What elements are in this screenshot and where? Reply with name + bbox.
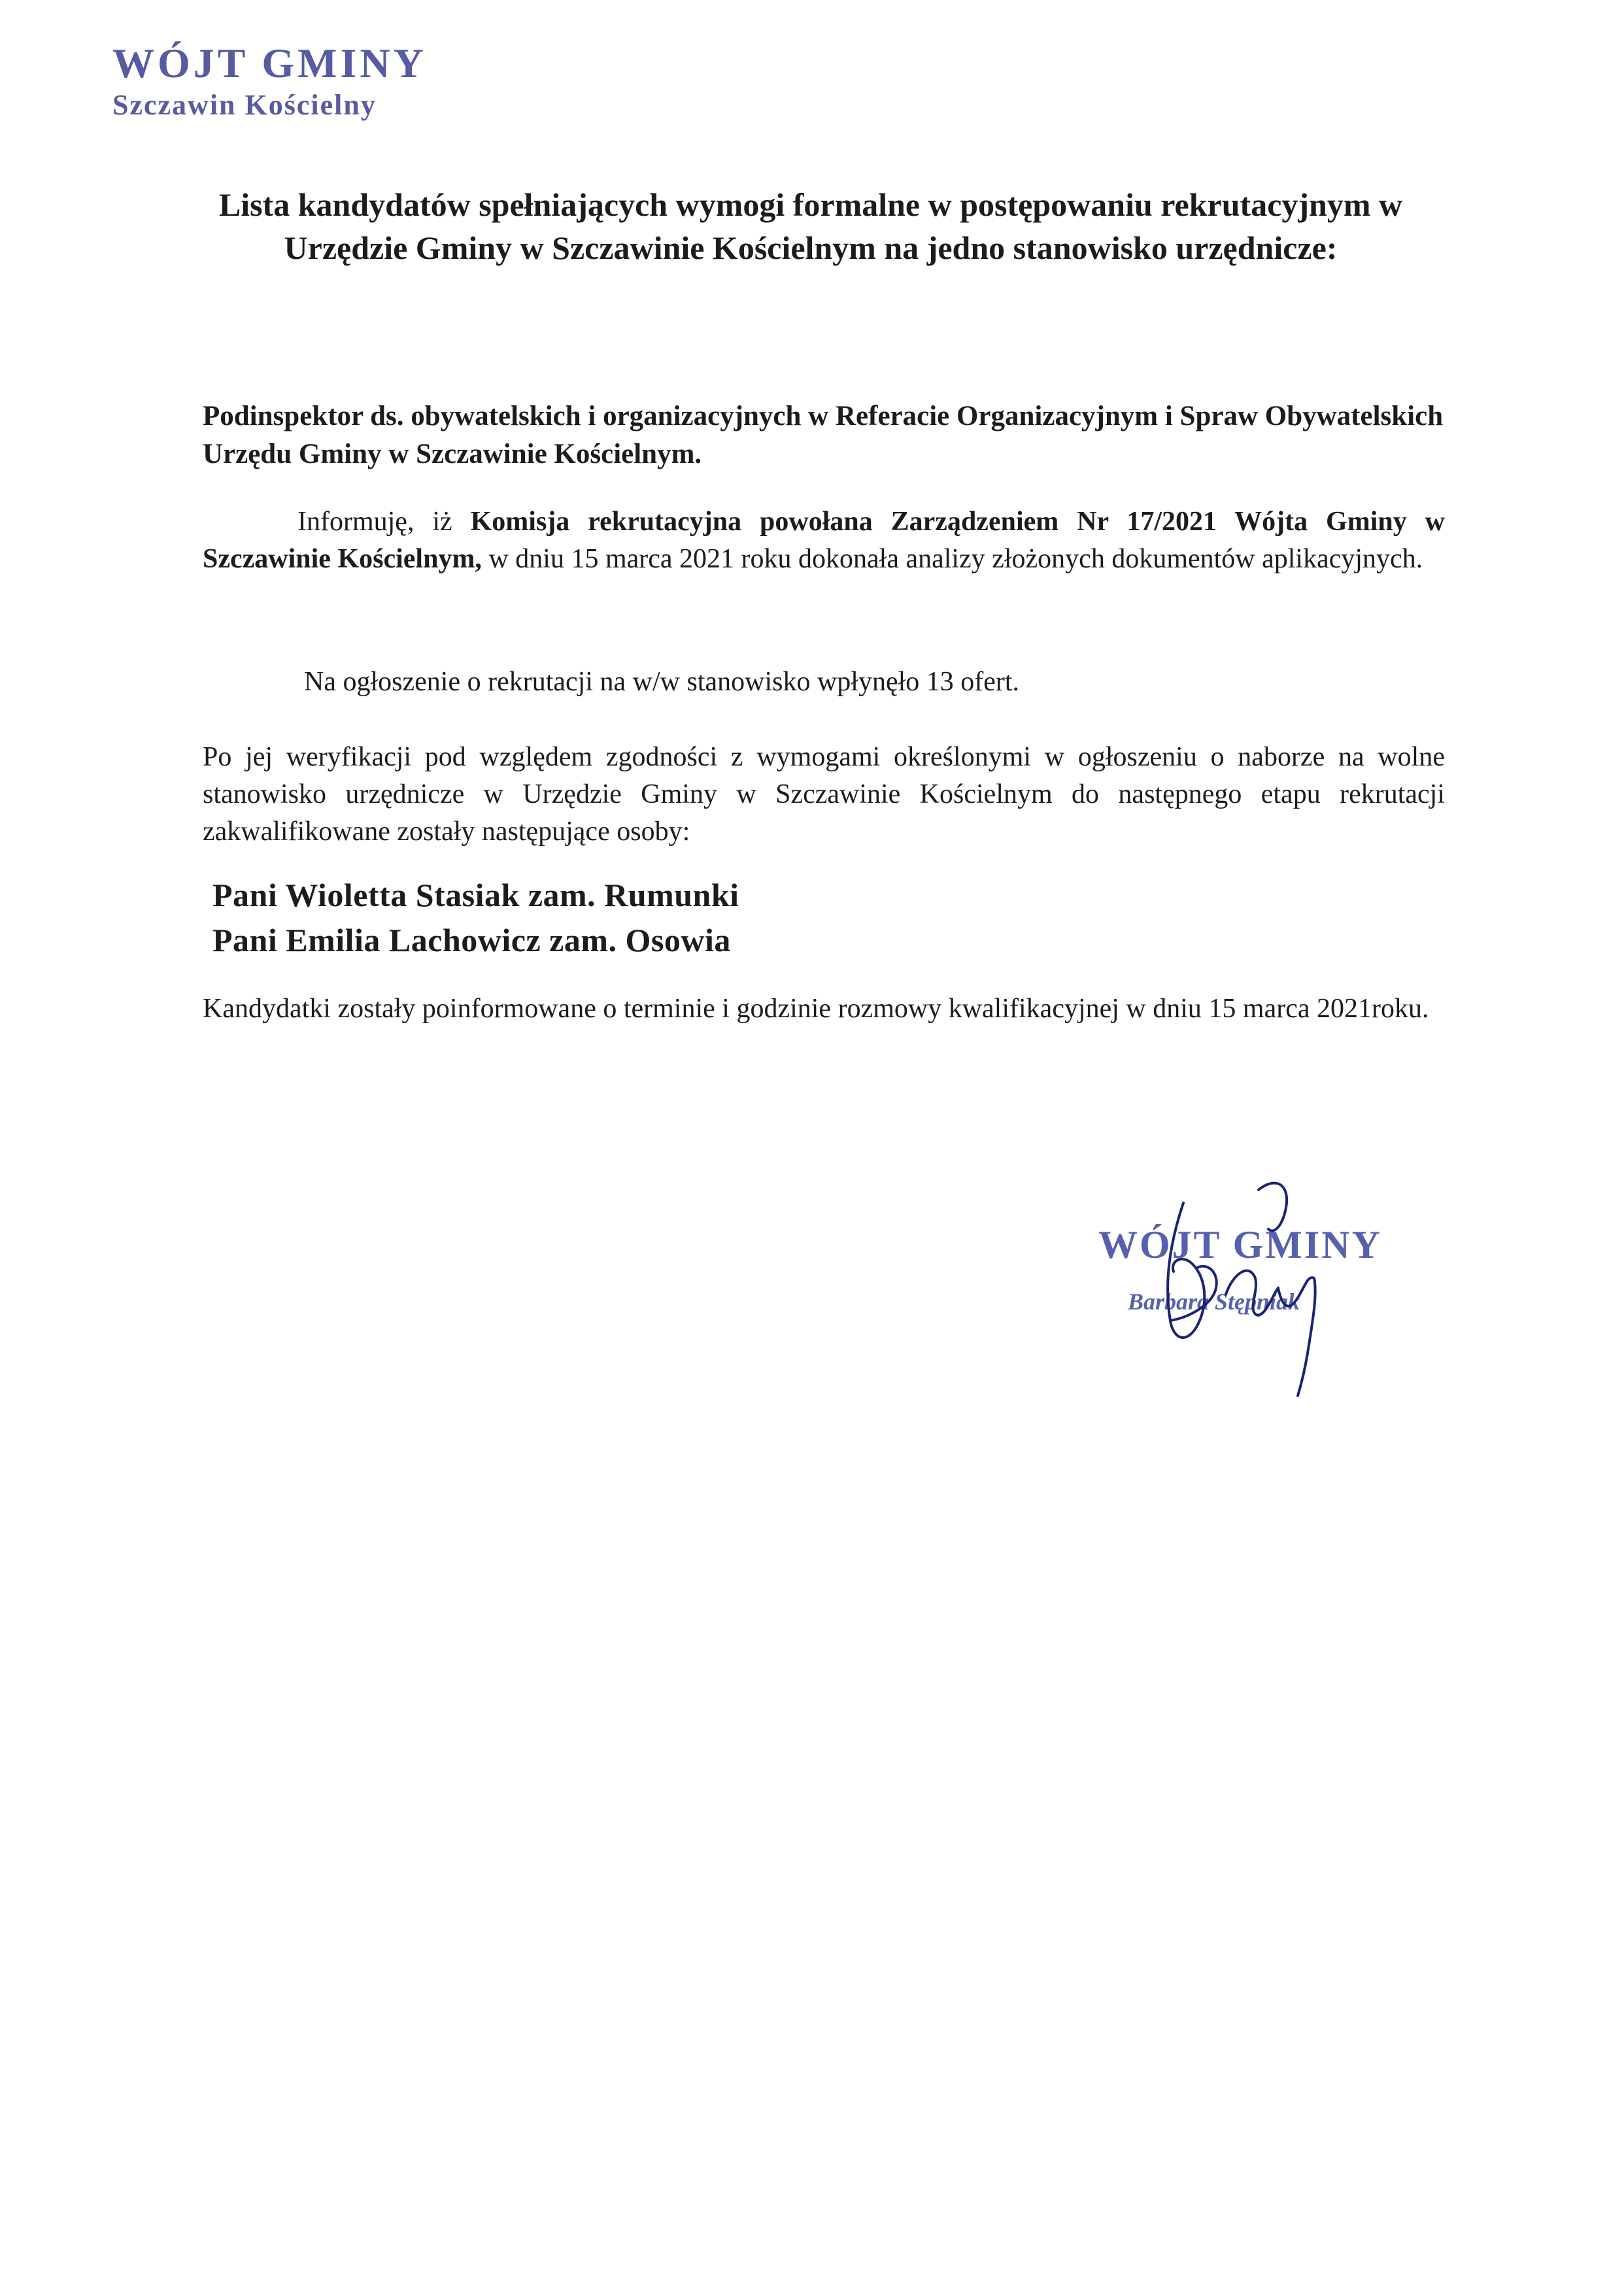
paragraph-commission-intro: Informuję, iż (297, 507, 471, 537)
signature-stamp-title: WÓJT GMINY (1098, 1223, 1382, 1266)
position-name: Podinspektor ds. obywatelskich i organizacyjnych w Referacie Organizacyjnym i Spraw Obywatelskich Urzędu Gminy w Szczawinie Kościelnym. (203, 401, 1444, 470)
paragraph-commission-bold: Komisja rekrutacyjna powołana Zarządzeniem Nr 17/2021 Wójta Gminy w Szczawinie Kościelnym, (203, 507, 1446, 575)
header-stamp-title: WÓJT GMINY (112, 40, 427, 86)
paragraph-commission-rest: w dniu 15 marca 2021 roku dokonała analizy złożonych dokumentów aplikacyjnych. (481, 544, 1423, 575)
candidate-item: Pani Emilia Lachowicz zam. Osowia (212, 922, 731, 958)
paragraph-interview: Kandydatki zostały poinformowane o terminie i godzinie rozmowy kwalifikacyjnej w dniu 15 marca 2021roku. (203, 994, 1429, 1024)
candidate-list (212, 873, 1389, 963)
header-stamp (112, 39, 427, 122)
paragraph-verification: Po jej weryfikacji pod względem zgodności z wymogami określonymi w ogłoszeniu o naborze na wolne stanowisko urzędnicze w Urzędzie Gminy w Szczawinie Kościelnym do następnego etapu rekrutacji zakwalifikowane zostały następujące osoby: (203, 742, 1445, 847)
header-stamp-subtitle: Szczawin Kościelny (112, 88, 377, 121)
paragraph-commission (203, 503, 1445, 578)
document-title: Lista kandydatów spełniających wymogi formalne w postępowaniu rekrutacyjnym w Urzędzie Gminy w Szczawinie Kościelnym na jedno stanowisko urzędnicze: (218, 186, 1403, 266)
signature-stamp-name: Barbara Stępniak (1128, 1289, 1300, 1315)
candidate-item: Pani Wioletta Stasiak zam. Rumunki (212, 877, 739, 913)
handwritten-signature (1092, 1164, 1419, 1399)
paragraph-offers: Na ogłoszenie o rekrutacji na w/w stanowisko wpłynęło 13 ofert. (304, 667, 1020, 697)
signature-block (1092, 1164, 1419, 1399)
